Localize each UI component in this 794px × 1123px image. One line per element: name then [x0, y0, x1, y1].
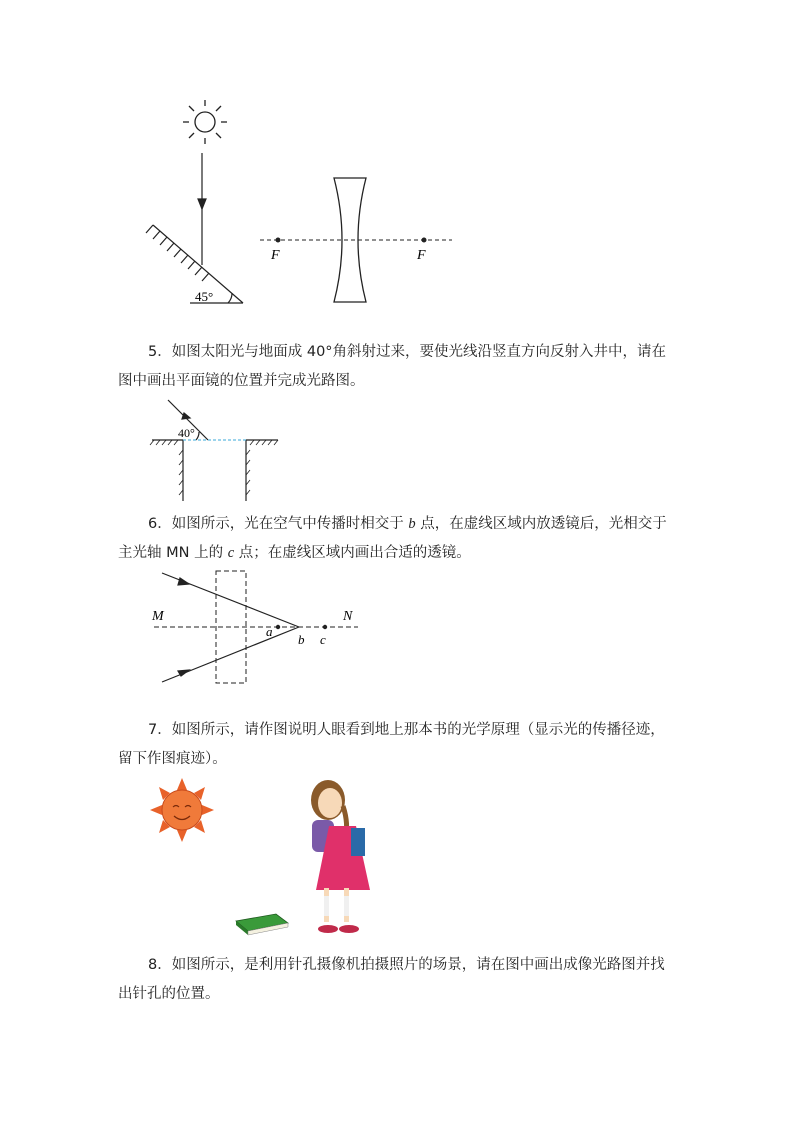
book-icon — [236, 914, 288, 935]
point-a — [276, 625, 280, 629]
lens-box-figure — [148, 565, 363, 690]
focal-label-left: F — [271, 248, 280, 263]
well-figure — [148, 395, 283, 503]
question-8 — [118, 951, 678, 1009]
point-c — [323, 625, 327, 629]
label-b: b — [298, 632, 305, 647]
question-number: 8 — [148, 957, 158, 973]
question-text: ．如图太阳光与地面成 40°角斜射过来，要使光线沿竖直方向反射入井中，请在图中画出平面镜的位置并完成光路图。 — [118, 344, 667, 389]
angle-label-45: 45° — [195, 289, 214, 304]
mirror-45-figure — [140, 95, 260, 310]
concave-lens-figure — [256, 172, 456, 307]
question-number: 6 — [148, 516, 158, 532]
question-text: ．如图所示，请作图说明人眼看到地上那本书的光学原理（显示光的传播径迹，留下作图痕迹）。 — [118, 722, 665, 767]
angle-label-40: 40° — [178, 426, 195, 440]
question-number: 5 — [148, 344, 158, 360]
question-number: 7 — [148, 722, 158, 738]
question-text-a: ．如图所示，光在空气中传播时相交于 — [157, 516, 409, 532]
label-n: N — [343, 609, 353, 624]
incident-ray — [198, 153, 206, 265]
label-c: c — [320, 632, 326, 647]
point-c-inline: c — [227, 545, 235, 561]
question-text-c: 点；在虚线区域内画出合适的透镜。 — [234, 545, 471, 561]
focal-point-right — [422, 238, 427, 243]
label-m: M — [152, 609, 164, 624]
label-a: a — [266, 624, 273, 639]
focal-label-right: F — [417, 248, 426, 263]
sun-girl-book-figure — [148, 778, 388, 943]
sun-icon — [183, 100, 227, 144]
question-text: ．如图所示，是利用针孔摄像机拍摄照片的场景，请在图中画出成像光路图并找出针孔的位置。 — [118, 957, 665, 1002]
question-text-b: 点，在虚线区域内放透镜后，光相交于主光轴 MN 上的 — [118, 516, 667, 561]
question-7 — [118, 716, 678, 774]
sun-cartoon-icon — [150, 778, 214, 842]
question-5 — [118, 338, 678, 396]
girl-figure — [311, 780, 370, 933]
question-6 — [118, 510, 678, 568]
focal-point-left — [276, 238, 281, 243]
point-b-inline: b — [408, 516, 416, 532]
